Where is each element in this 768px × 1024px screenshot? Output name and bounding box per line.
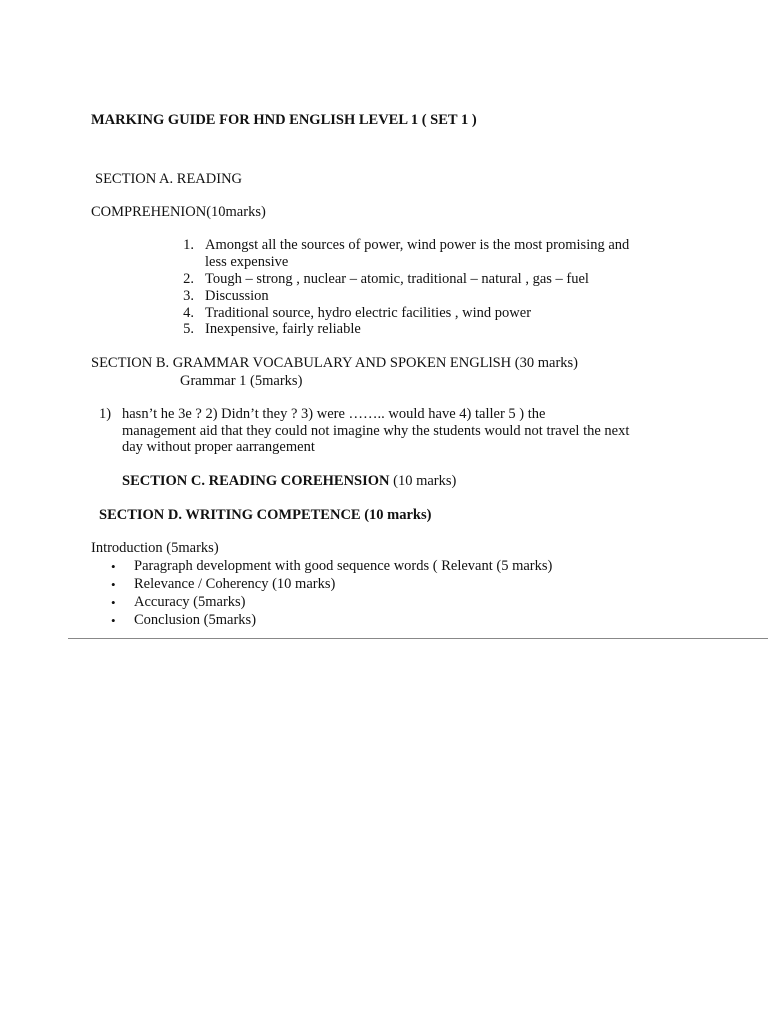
document-title: MARKING GUIDE FOR HND ENGLISH LEVEL 1 ( SET 1 ) [91,112,477,128]
section-d-intro: Introduction (5marks) [91,540,219,556]
bullet-text: Accuracy (5marks) [134,594,246,610]
bullet-text: Conclusion (5marks) [134,612,257,628]
section-c-heading [122,473,456,490]
bullet-text: Relevance / Coherency (10 marks) [134,576,336,592]
answer-number: 1) [99,406,112,422]
answer-line: day without proper aarrangement [122,439,315,455]
list-item-text: Tough – strong , nuclear – atomic, traditional – natural , gas – fuel [205,271,589,287]
bullet-icon: • [111,577,116,592]
list-item-number: 2. [183,271,194,287]
section-c-heading-bold: SECTION C. READING COREHENSION [122,473,390,489]
section-c-heading-marks: (10 marks) [389,473,457,489]
list-item-number: 3. [183,288,194,304]
section-b-subheading: Grammar 1 (5marks) [180,373,303,389]
section-a-heading: SECTION A. READING [95,171,243,187]
list-item-text-continued: less expensive [205,254,289,270]
bullet-text: Paragraph development with good sequence words ( Relevant (5 marks) [134,558,553,574]
section-a-subheading: COMPREHENION(10marks) [91,204,266,220]
answer-line: management aid that they could not imagine why the students would not travel the next [122,423,630,439]
list-item-text: Inexpensive, fairly reliable [205,321,361,337]
list-item-number: 1. [183,237,194,253]
bullet-icon: • [111,613,116,628]
list-item-number: 4. [183,305,194,321]
horizontal-divider [68,638,768,639]
bullet-icon: • [111,595,116,610]
section-b-heading: SECTION B. GRAMMAR VOCABULARY AND SPOKEN ENGLlSH (30 marks) [91,355,578,371]
list-item-text: Amongst all the sources of power, wind power is the most promising and [205,237,630,253]
section-d-heading: SECTION D. WRITING COMPETENCE (10 marks) [99,507,432,523]
list-item-number: 5. [183,321,194,337]
list-item-text: Discussion [205,288,269,304]
bullet-icon: • [111,559,116,574]
answer-line: hasn’t he 3e ? 2) Didn’t they ? 3) were …….. would have 4) taller 5 ) the [122,406,546,422]
list-item-text: Traditional source, hydro electric facilities , wind power [205,305,532,321]
